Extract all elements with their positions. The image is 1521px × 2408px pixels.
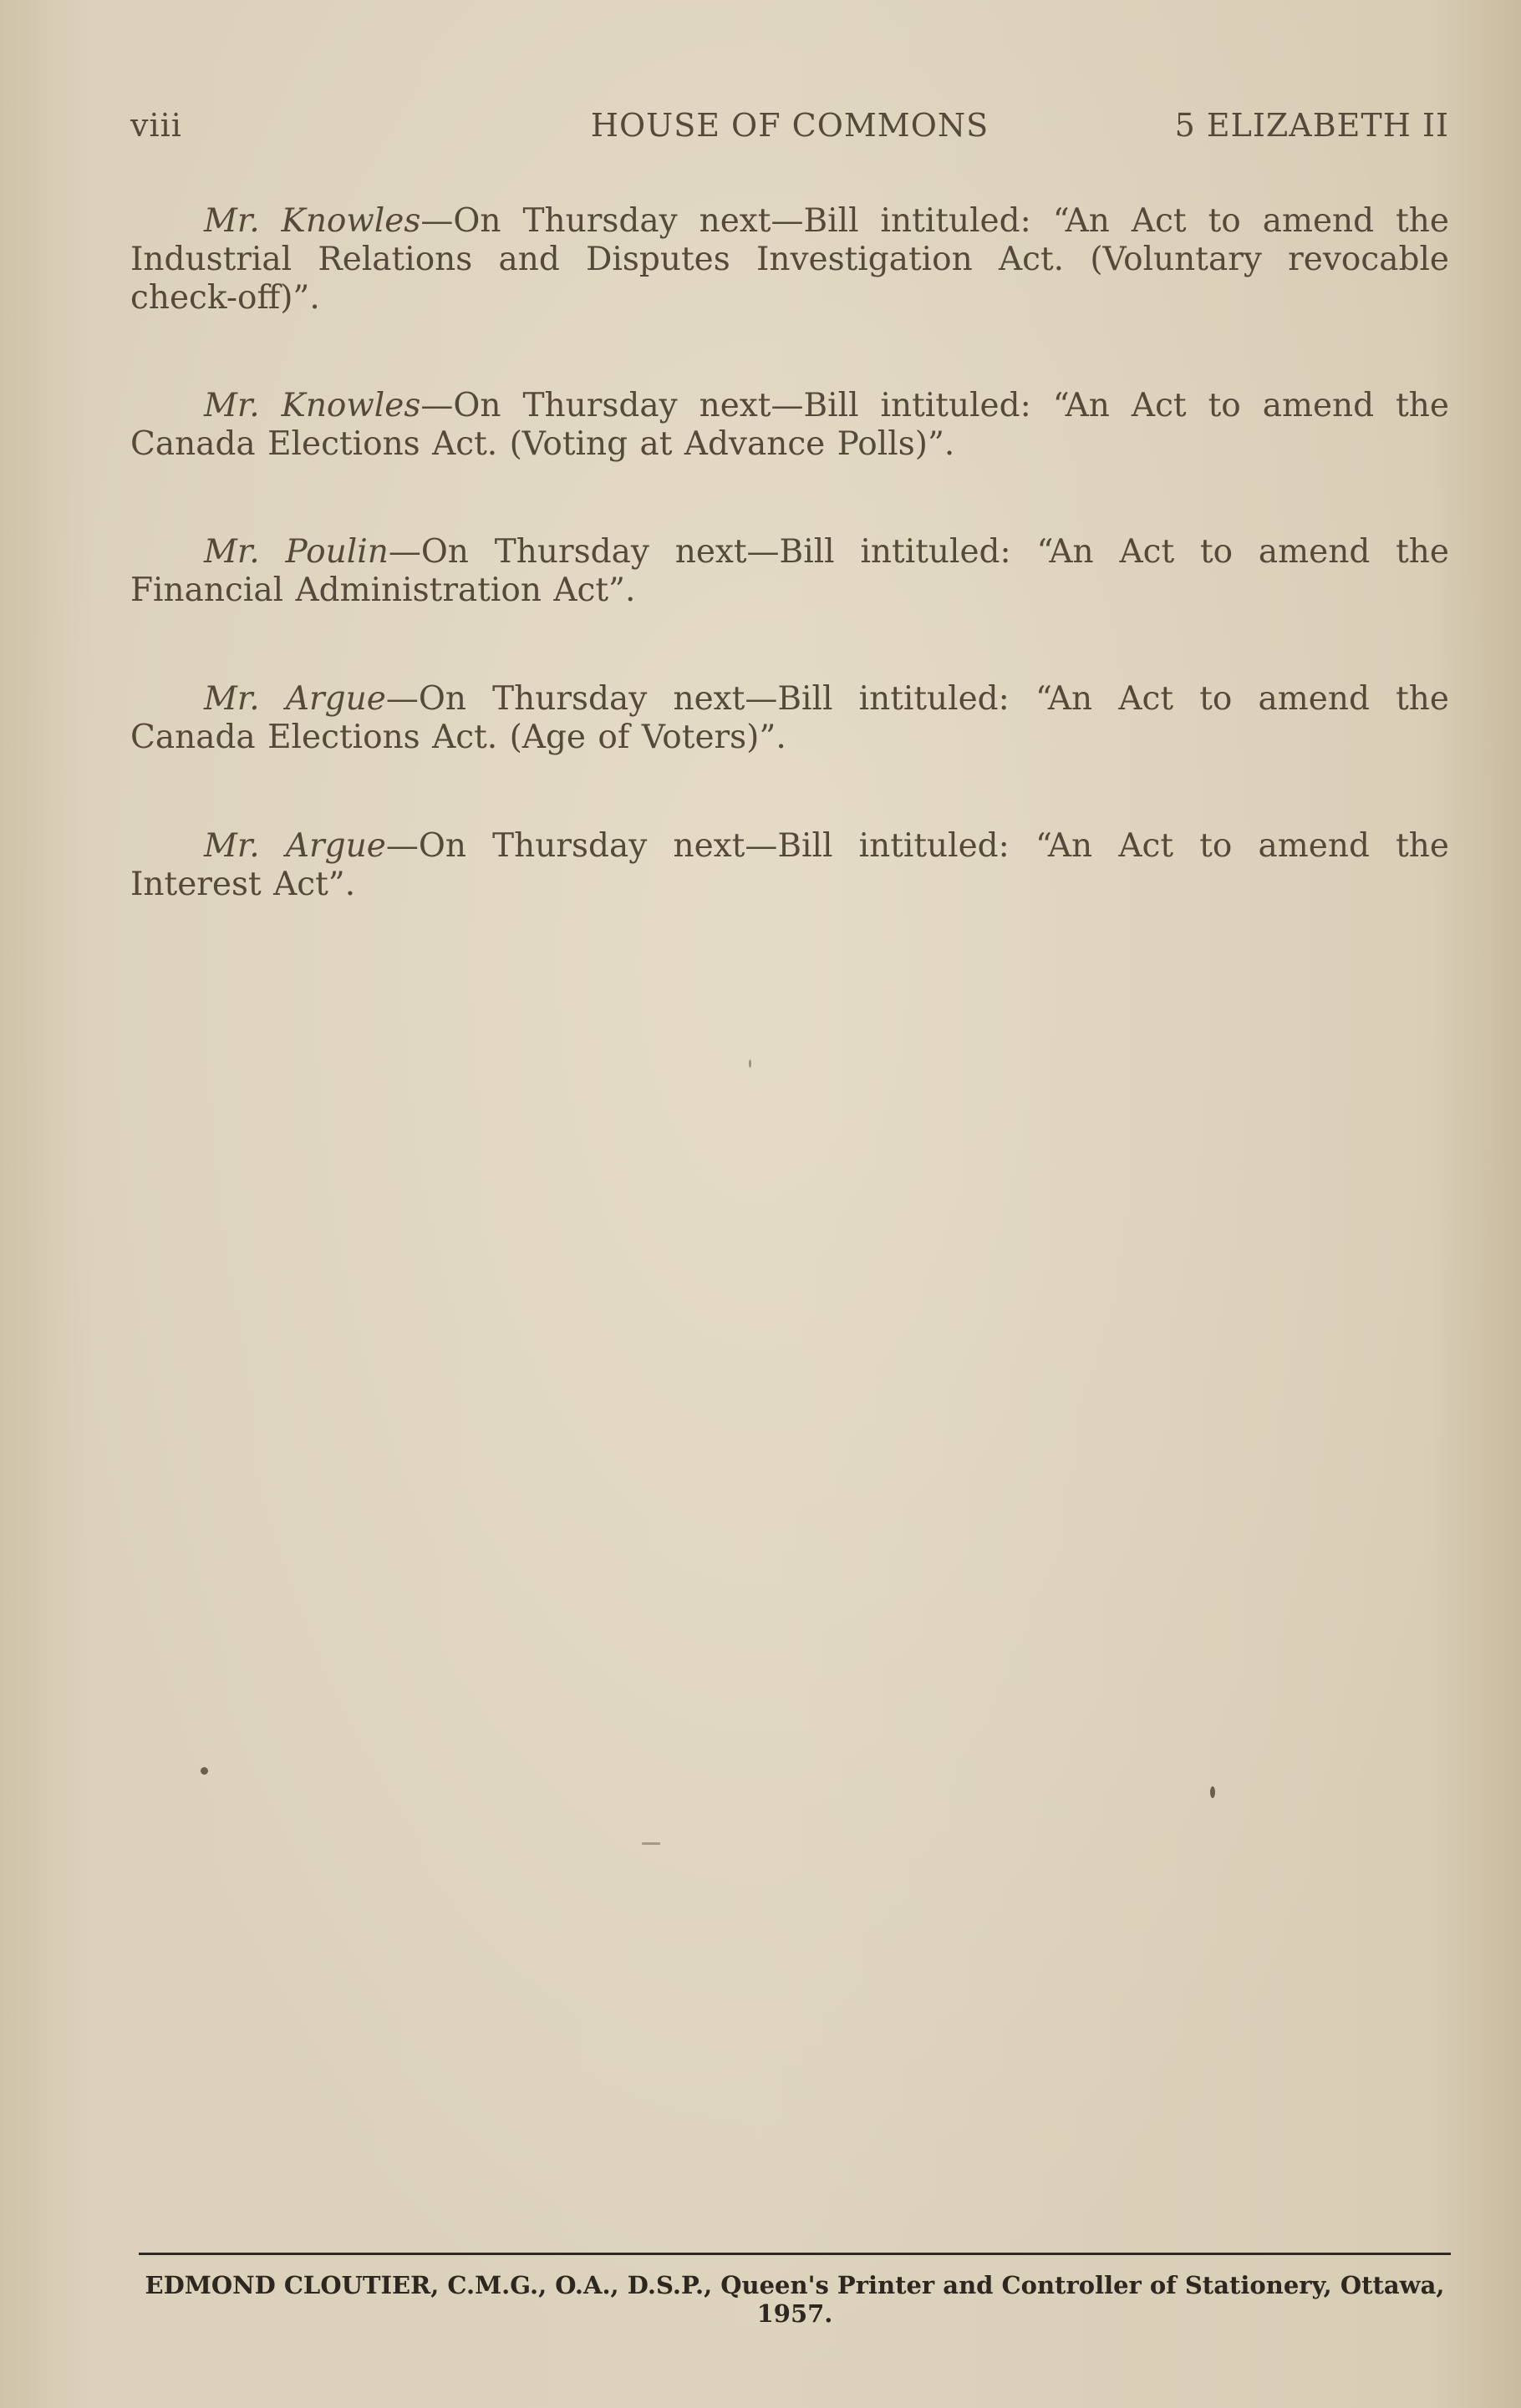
member-name: Mr. Knowles: [204, 387, 421, 424]
notice-paragraph: [130, 680, 1449, 757]
notice-text: —On Thursday next—Bill intituled: “An Act to amend the Financial Administration Act”.: [130, 533, 1449, 609]
notice-text: —On Thursday next—Bill intituled: “An Act to amend the Interest Act”.: [130, 827, 1450, 903]
notice-text: —On Thursday next—Bill intituled: “An Act to amend the Canada Elections Act. (Age of Voters)”.: [130, 680, 1450, 756]
footer-rule: [139, 2253, 1451, 2255]
notice-paragraph: [130, 533, 1449, 610]
regnal-year: 5 ELIZABETH II: [1174, 107, 1449, 144]
member-name: Mr. Knowles: [204, 202, 421, 240]
member-name: Mr. Argue: [204, 827, 386, 865]
notice-paragraph: [130, 202, 1449, 318]
paper-speck: [642, 1842, 660, 1845]
paper-speck: [201, 1767, 208, 1775]
page-number: viii: [130, 107, 182, 144]
member-name: Mr. Argue: [204, 680, 386, 718]
paper-speck: [1210, 1786, 1215, 1798]
notice-text: —On Thursday next—Bill intituled: “An Act to amend the Canada Elections Act. (Voting at Advance Polls)”.: [130, 387, 1449, 463]
page-title: HOUSE OF COMMONS: [590, 107, 989, 144]
paper-speck: [749, 1059, 751, 1068]
running-header: [130, 107, 1449, 154]
notice-paragraph: [130, 387, 1449, 464]
printer-imprint: EDMOND CLOUTIER, C.M.G., O.A., D.S.P., Queen's Printer and Controller of Stationery, Ottawa, 1957.: [145, 2271, 1445, 2328]
notice-paragraph: [130, 827, 1449, 904]
member-name: Mr. Poulin: [204, 533, 389, 571]
notice-text: —On Thursday next—Bill intituled: “An Act to amend the Industrial Relations and Disputes Investigation Act. (Voluntary revocable check-off)”.: [130, 202, 1449, 317]
